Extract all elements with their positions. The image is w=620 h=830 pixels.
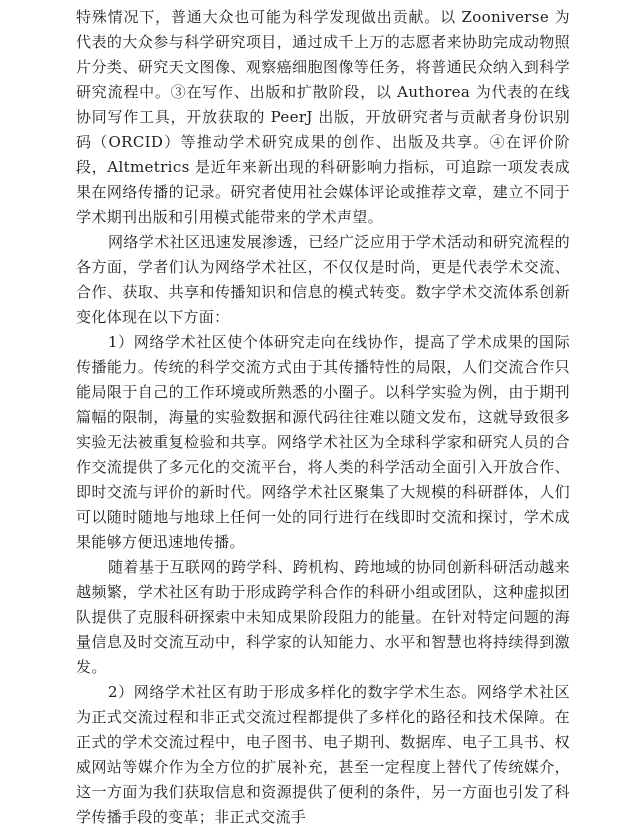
document-page [76, 5, 570, 830]
paragraph-point-1: 1）网络学术社区使个体研究走向在线协作，提高了学术成果的国际传播能力。传统的科学交流方式由于其传播特性的局限，人们交流合作只能局限于自己的工作环境或所熟悉的小圈子。以科学实验为例，由于期刊篇幅的限制，海量的实验数据和源代码往往难以随文发布，这就导致很多实验无法被重复检验和共享。网络学术社区为全球科学家和研究人员的合作交流提供了多元化的交流平台，将人类的科学活动全面引入开放合作、即时交流与评价的新时代。网络学术社区聚集了大规模的科研群体，人们可以随时随地与地球上任何一处的同行进行在线即时交流和探讨，学术成果能够方便迅速地传播。 [76, 333, 570, 551]
paragraph-point-1-continued: 随着基于互联网的跨学科、跨机构、跨地域的协同创新科研活动越来越频繁，学术社区有助于形成跨学科合作的科研小组或团队，这种虚拟团队提供了克服科研探索中未知成果阶段阻力的能量。在针对特定问题的海量信息及时交流互动中，科学家的认知能力、水平和智慧也将持续得到激发。 [76, 558, 570, 676]
paragraph-point-2: 2）网络学术社区有助于形成多样化的数字学术生态。网络学术社区为正式交流过程和非正式交流过程都提供了多样化的路径和技术保障。在正式的学术交流过程中，电子图书、电子期刊、数据库、电子工具书、权威网站等媒介作为全方位的扩展补充，甚至一定程度上替代了传统媒介，这一方面为我们获取信息和资源提供了便利的条件，另一方面也引发了科学传播手段的变革；非正式交流手 [76, 683, 570, 826]
paragraph-continued: 特殊情况下，普通大众也可能为科学发现做出贡献。以 Zooniverse 为代表的大众参与科学研究项目，通过成千上万的志愿者来协助完成动物照片分类、研究天文图像、观察癌细胞图像等任务，将普通民众纳入到科学研究流程中。③在写作、出版和扩散阶段，以 Authorea 为代表的在线协同写作工具，开放获取的 PeerJ 出版，开放研究者与贡献者身份识别码（ORCID）等推动学术研究成果的创作、出版及共享。④在评价阶段，Altmetrics 是近年来新出现的科研影响力指标，可追踪一项发表成果在网络传播的记录。研究者使用社会媒体评论或推荐文章，建立不同于学术期刊出版和引用模式能带来的学术声望。 [76, 8, 570, 226]
paragraph-overview: 网络学术社区迅速发展渗透，已经广泛应用于学术活动和研究流程的各方面，学者们认为网络学术社区，不仅仅是时尚，更是代表学术交流、合作、获取、共享和传播知识和信息的模式转变。数字学术交流体系创新变化体现在以下方面： [76, 233, 570, 326]
